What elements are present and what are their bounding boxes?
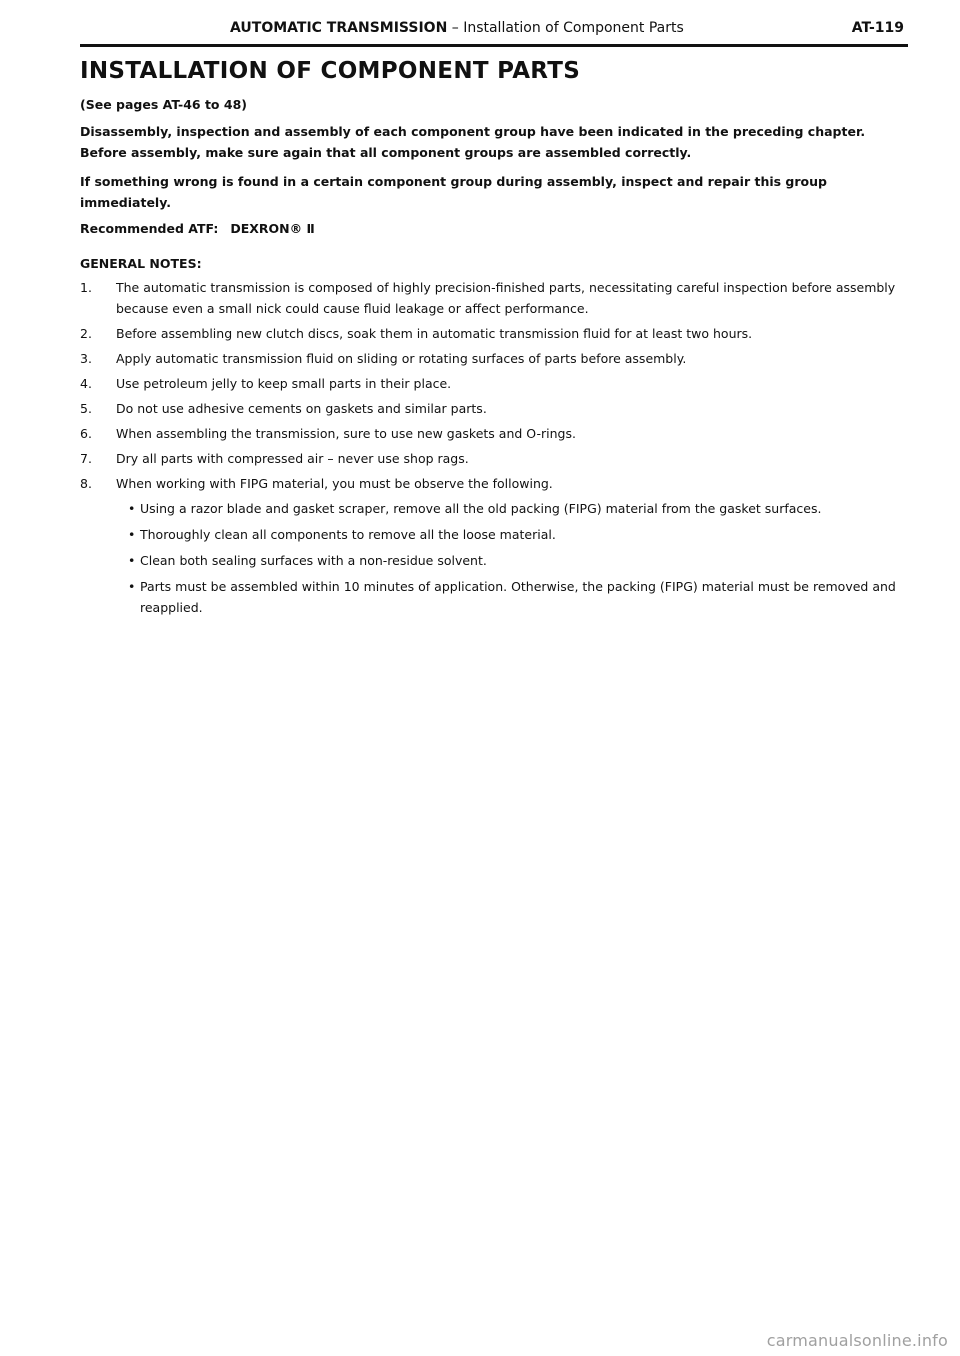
atf-label: Recommended ATF: <box>80 221 219 236</box>
fipg-subnote <box>116 498 910 519</box>
note-text: Do not use adhesive cements on gaskets and similar parts. <box>116 401 487 416</box>
atf-value: DEXRON® Ⅱ <box>230 221 315 236</box>
note-item <box>80 277 910 319</box>
note-text: Use petroleum jelly to keep small parts in their place. <box>116 376 452 391</box>
header-subsection: Installation of Component Parts <box>463 20 684 36</box>
site-watermark: carmanualsonline.info <box>766 1331 948 1350</box>
general-notes-list <box>80 277 910 618</box>
header-separator: – <box>447 20 464 36</box>
note-item <box>80 398 910 419</box>
note-number: 7. <box>80 451 92 466</box>
general-notes-heading: GENERAL NOTES: <box>80 256 202 271</box>
note-number: 4. <box>80 376 92 391</box>
note-item <box>80 473 910 618</box>
fipg-subnote <box>116 524 910 545</box>
note-item <box>80 323 910 344</box>
page-content <box>80 58 910 623</box>
note-item <box>80 423 910 444</box>
note-number: 6. <box>80 426 92 441</box>
page-title: INSTALLATION OF COMPONENT PARTS <box>80 58 581 84</box>
subnote-text: Parts must be assembled within 10 minutes of application. Otherwise, the packing (FIPG) material must be removed and reapplied. <box>140 579 896 615</box>
running-header <box>80 16 908 47</box>
note-number: 2. <box>80 326 92 341</box>
fipg-subnote <box>116 550 910 571</box>
note-number: 1. <box>80 280 92 295</box>
intro-paragraph: Disassembly, inspection and assembly of each component group have been indicated in the preceding chapter. Before assembly, make sure again that all component groups are assembled correctly. <box>80 124 866 160</box>
header-section: AUTOMATIC TRANSMISSION <box>230 20 448 36</box>
note-text: The automatic transmission is composed of highly precision-finished parts, necessitating careful inspection before assembly because even a small nick could cause fluid leakage or affect performance. <box>116 280 896 316</box>
note-text: Apply automatic transmission fluid on sliding or rotating surfaces of parts before assembly. <box>116 351 687 366</box>
note-item <box>80 448 910 469</box>
note-number: 3. <box>80 351 92 366</box>
bullet-icon: • <box>128 527 136 542</box>
page-number: AT-119 <box>851 20 904 36</box>
note-number: 8. <box>80 476 92 491</box>
note-text: When working with FIPG material, you must be observe the following. <box>116 476 553 491</box>
subnote-text: Thoroughly clean all components to remove all the loose material. <box>140 527 556 542</box>
fipg-sublist <box>116 498 910 618</box>
recommended-atf <box>80 221 910 236</box>
page-reference: (See pages AT-46 to 48) <box>80 97 247 112</box>
note-text: Before assembling new clutch discs, soak them in automatic transmission fluid for at least two hours. <box>116 326 753 341</box>
note-item <box>80 348 910 369</box>
subnote-text: Using a razor blade and gasket scraper, remove all the old packing (FIPG) material from the gasket surfaces. <box>140 501 822 516</box>
fipg-subnote <box>116 576 910 618</box>
note-item <box>80 373 910 394</box>
bullet-icon: • <box>128 501 136 516</box>
intro-paragraph: If something wrong is found in a certain component group during assembly, inspect and repair this group immediately. <box>80 174 827 210</box>
subnote-text: Clean both sealing surfaces with a non-residue solvent. <box>140 553 487 568</box>
bullet-icon: • <box>128 553 136 568</box>
header-title <box>230 20 684 36</box>
bullet-icon: • <box>128 579 136 594</box>
note-text: When assembling the transmission, sure to use new gaskets and O-rings. <box>116 426 576 441</box>
note-text: Dry all parts with compressed air – never use shop rags. <box>116 451 469 466</box>
note-number: 5. <box>80 401 92 416</box>
